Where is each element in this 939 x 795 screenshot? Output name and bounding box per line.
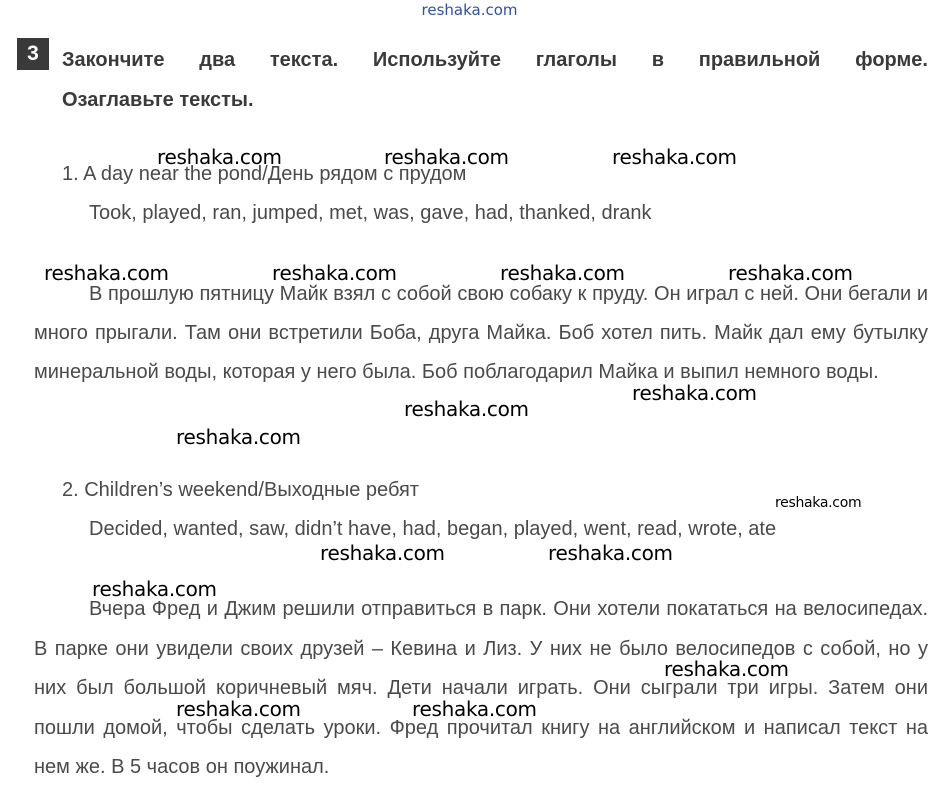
watermark: reshaka.com <box>412 697 537 721</box>
task-instruction: Закончите два текста. Используйте глаголы в правильной форме. <box>62 49 928 71</box>
watermark: reshaka.com <box>176 697 301 721</box>
watermark: reshaka.com <box>320 541 445 565</box>
watermark: reshaka.com <box>404 397 529 421</box>
watermark: reshaka.com <box>548 541 673 565</box>
section2-text <box>34 590 928 788</box>
watermark: reshaka.com <box>728 261 853 285</box>
watermark: reshaka.com <box>157 145 282 169</box>
task-instruction-continued: Озаглавьте тексты. <box>62 89 254 111</box>
site-watermark-top: reshaka.com <box>421 1 518 19</box>
section1-text <box>34 275 928 392</box>
watermark: reshaka.com <box>775 495 862 511</box>
watermark: reshaka.com <box>664 657 789 681</box>
task-number-badge: 3 <box>17 38 49 70</box>
watermark: reshaka.com <box>44 261 169 285</box>
watermark: reshaka.com <box>176 425 301 449</box>
section1-verb-list: Took, played, ran, jumped, met, was, gave, had, thanked, drank <box>89 202 652 224</box>
watermark: reshaka.com <box>384 145 509 169</box>
section2-heading: 2. Children’s weekend/Выходные ребят <box>62 479 419 501</box>
watermark: reshaka.com <box>92 577 217 601</box>
watermark: reshaka.com <box>500 261 625 285</box>
section2-text-body: Вчера Фред и Джим решили отправиться в парк. Они хотели покататься на велосипедах. В парке они увидели своих друзей – Кевина и Лиз. У них не было велосипедов с собой, но у них был большой коричневый мяч. Дети начали играть. Они сыграли три игры. Затем они пошли домой, чтобы сделать уроки. Фред прочитал книгу на английском и написал текст на нем же. В 5 часов он поужинал. <box>34 598 928 778</box>
watermark: reshaka.com <box>272 261 397 285</box>
watermark: reshaka.com <box>632 381 757 405</box>
section2-verb-list: Decided, wanted, saw, didn’t have, had, began, played, went, read, wrote, ate <box>89 518 777 540</box>
section1-heading: 1. A day near the pond/День рядом с прудом <box>62 163 467 185</box>
watermark: reshaka.com <box>612 145 737 169</box>
section1-text-body: В прошлую пятницу Майк взял с собой свою собаку к пруду. Он играл с ней. Они бегали и много прыгали. Там они встретили Боба, друга Майка. Боб хотел пить. Майк дал ему бутылку минеральной воды, которая у него была. Боб поблагодарил Майка и выпил немного воды. <box>34 283 928 383</box>
